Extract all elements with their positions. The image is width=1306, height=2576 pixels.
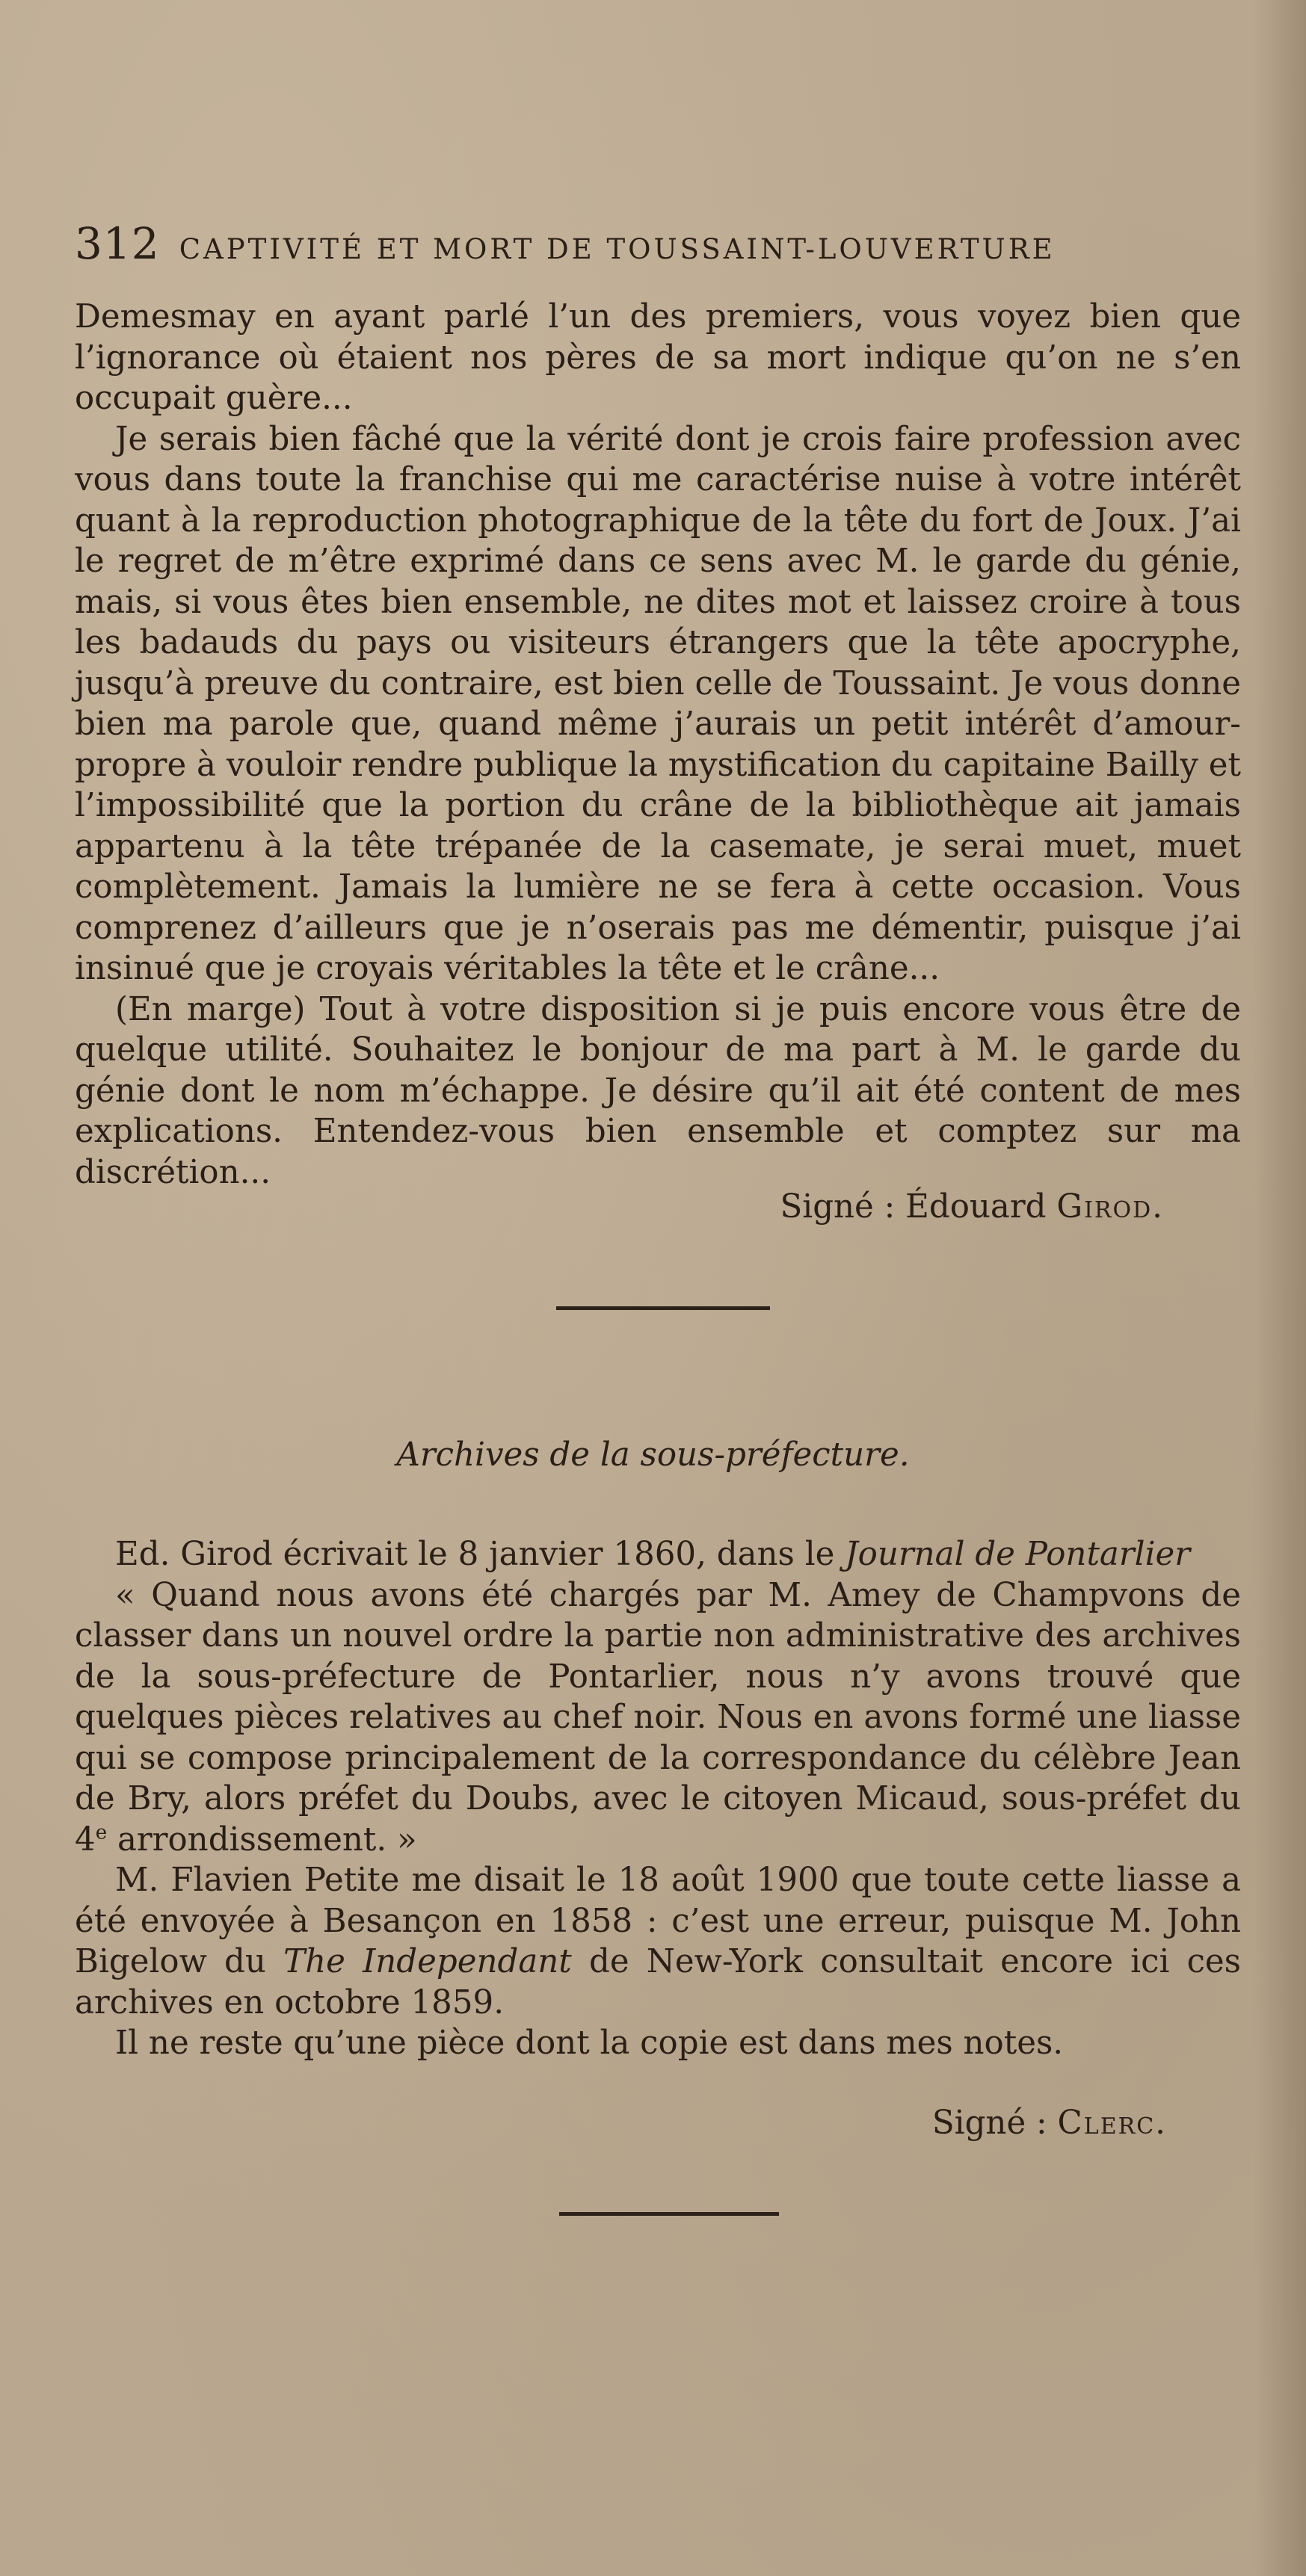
archives-paragraph — [75, 1534, 1241, 1575]
archives-paragraph: Il ne reste qu’une pièce dont la copie est dans mes notes. — [115, 2024, 1064, 2062]
archives-quote — [75, 1575, 1241, 1861]
signature-prefix: Signé : Édouard — [780, 1188, 1047, 1226]
archives-intro: Ed. Girod écrivait le 8 janvier 1860, dans le — [115, 1536, 835, 1573]
letter-text — [75, 297, 1241, 1193]
letter-paragraph: Je serais bien fâché que la vérité dont je crois faire profession avec vous dans toute la franchise qui me caractérise nuise à votre intérêt quant à la reproduction photographique de la tête du fort de Joux. J’ai le regret de m’être exprimé dans ce sens avec M. le garde du génie, mais, si vous êtes bien ensemble, ne dites mot et laissez croire à tous les badauds du pays ou visiteurs étrangers que la tête apocryphe, jusqu’à preuve du contraire, est bien celle de Toussaint. Je vous donne bien ma parole que, quand même j’aurais un petit intérêt d’amour-propre à vouloir rendre publique la mystification du capitaine Bailly et l’impossibilité que la portion du crâne de la bibliothèque ait jamais appartenu à la tête trépanée de la casemate, je serai muet, muet complètement. Jamais la lumière ne se fera à cette occasion. Vous comprenez d’ailleurs que je n’oserais pas me démentir, puisque j’ai insinué que je croyais véritables la tête et le crâne... — [75, 420, 1241, 987]
page-number: 312 — [75, 218, 160, 269]
running-title: CAPTIVITÉ ET MORT DE TOUSSAINT-LOUVERTURE — [179, 233, 1056, 265]
signature-name: Girod. — [1056, 1188, 1164, 1226]
archives-signature — [932, 2103, 1167, 2143]
ordinal-suffix: e — [95, 1821, 108, 1844]
closing-divider — [559, 2212, 779, 2216]
signature-prefix: Signé : — [931, 2104, 1047, 2142]
archives-text-after: de New-York consultait encore ici ces archives en octobre 1859. — [75, 1943, 1242, 2021]
section-divider — [556, 1306, 770, 1310]
archives-text-before: M. Flavien Petite me disait le 18 août 1900 que toute cette liasse a été envoyée à Besançon en 1858 : c’est une erreur, puisque M. John Bigelow du — [75, 1862, 1241, 1980]
quote-text: « Quand nous avons été chargés par M. Amey de Champvons de classer dans un nouvel ordre la partie non administrative des archives de la sous-préfecture de Pontarlier, nous n’y avons trouvé que quelques pièces relatives au chef noir. Nous en avons formé une liasse qui se compose principalement de la correspondance du célèbre Jean de Bry, alors préfet du Doubs, avec le citoyen Micaud, sous-préfet du 4 — [75, 1576, 1241, 1859]
journal-title: Journal de Pontarlier — [845, 1536, 1191, 1573]
quote-end: arrondissement. » — [117, 1820, 417, 1859]
letter-signature — [780, 1187, 1164, 1227]
section-heading: Archives de la sous-préfecture. — [396, 1436, 910, 1474]
archives-paragraph — [75, 1860, 1241, 2023]
signature-name: Clerc. — [1057, 2104, 1167, 2142]
letter-margin-note: (En marge) Tout à votre disposition si je puis encore vous être de quelque utilité. Souhaitez le bonjour de ma part à M. le garde du génie dont le nom m’échappe. Je désire qu’il ait été content de mes explications. Entendez-vous bien ensemble et comptez sur ma discrétion... — [75, 990, 1241, 1191]
page-edge-shadow — [1254, 0, 1306, 2576]
letter-paragraph: Demesmay en ayant parlé l’un des premiers, vous voyez bien que l’ignorance où étaient nos pères de sa mort indique qu’on ne s’en occupait guère... — [75, 298, 1241, 417]
page-header — [75, 218, 1241, 271]
newspaper-title: The Independant — [283, 1943, 572, 1980]
archives-text — [75, 1534, 1241, 2064]
